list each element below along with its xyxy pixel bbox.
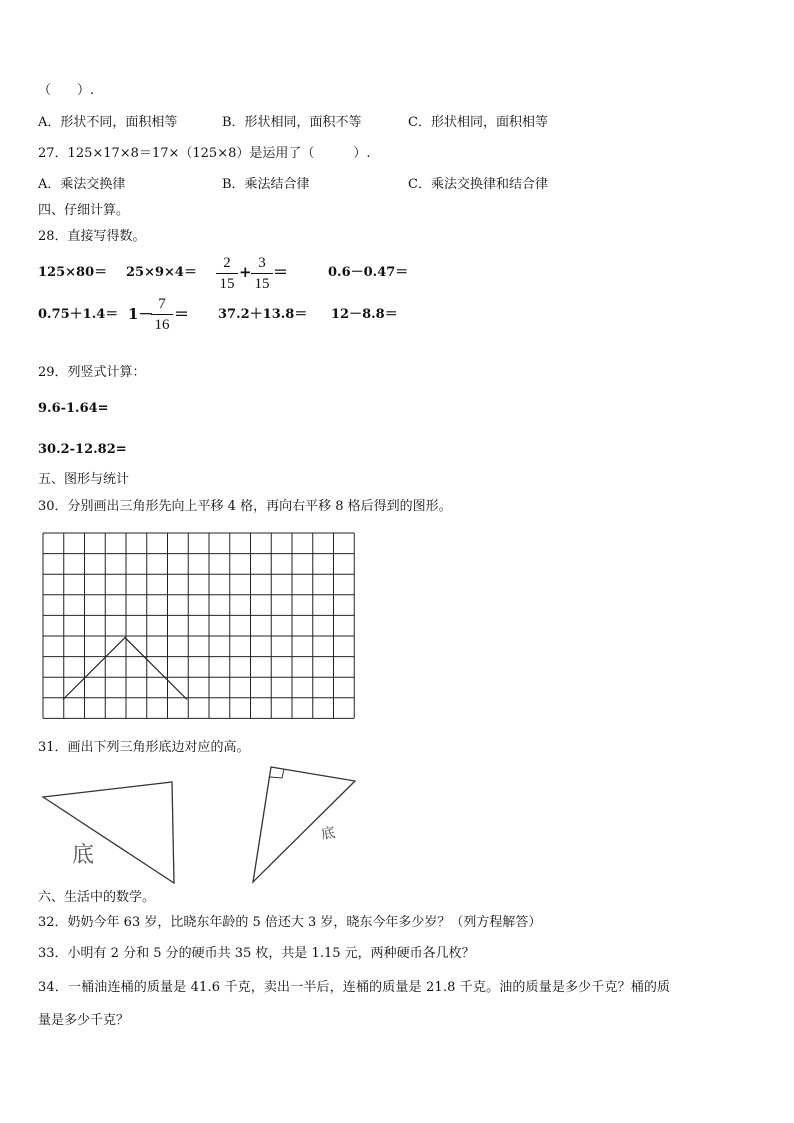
right-triangle-base-label: 底 <box>319 824 337 844</box>
fraction-3-15 <box>251 254 273 293</box>
calc-25x9x4: 25×9×4＝ <box>126 265 197 280</box>
fraction-denominator: 16 <box>154 317 170 333</box>
q26-option-b: B．形状相同，面积不等 <box>222 115 362 130</box>
calc-12-8.8: 12－8.8＝ <box>331 307 398 322</box>
q27-option-b: B．乘法结合律 <box>222 177 310 192</box>
left-triangle-figure <box>40 775 200 887</box>
section-5-heading: 五、图形与统计 <box>38 472 130 487</box>
right-triangle <box>253 767 355 882</box>
q27-option-c: C．乘法交换律和结合律 <box>408 177 548 192</box>
left-triangle <box>43 782 174 883</box>
fraction-numerator: 2 <box>223 255 231 271</box>
q30-text: 30．分别画出三角形先向上平移 4 格，再向右平移 8 格后得到的图形。 <box>38 499 452 514</box>
plus-sign: + <box>239 263 252 281</box>
calc-125x80: 125×80＝ <box>38 265 108 280</box>
q33-text: 33．小明有 2 分和 5 分的硬币共 35 枚，共是 1.15 元，两种硬币各几枚？ <box>38 946 475 961</box>
right-angle-mark <box>270 769 284 778</box>
q26-option-c: C．形状相同，面积相等 <box>408 115 548 130</box>
fraction-numerator: 7 <box>158 296 166 312</box>
left-triangle-base-label: 底 <box>72 843 95 868</box>
section-4-heading: 四、仔细计算。 <box>38 203 130 218</box>
q29-item-2: 30.2-12.82= <box>38 442 127 457</box>
q34-text-line1: 34．一桶油连桶的质量是 41.6 千克，卖出一半后，连桶的质量是 21.8 千克。油的质量是多少千克？桶的质 <box>38 980 671 995</box>
triangle-shape <box>63 638 187 700</box>
q27-option-a: A．乘法交换律 <box>38 177 126 192</box>
equals-sign: ＝ <box>174 305 190 323</box>
right-triangle-figure <box>245 760 365 888</box>
q32-text: 32．奶奶今年 63 岁，比晓东年龄的 5 倍还大 3 岁，晓东今年多少岁？（列方程解答） <box>38 915 542 930</box>
fraction-denominator: 15 <box>219 276 235 292</box>
fraction-numerator: 3 <box>258 255 266 271</box>
calc-0.75+1.4: 0.75＋1.4＝ <box>38 307 119 322</box>
calc-37.2+13.8: 37.2＋13.8＝ <box>218 307 308 322</box>
q29-text: 29．列竖式计算： <box>38 365 146 380</box>
equals-sign: ＝ <box>273 263 289 281</box>
fraction-2-15 <box>216 254 238 293</box>
q28-text: 28．直接写得数。 <box>38 229 146 244</box>
q34-text-line2: 量是多少千克？ <box>38 1013 130 1028</box>
section-6-heading: 六、生活中的数学。 <box>38 890 156 905</box>
q26-option-a: A．形状不同，面积相等 <box>38 115 178 130</box>
calc-0.6-0.47: 0.6－0.47＝ <box>328 265 409 280</box>
translation-grid <box>42 532 358 722</box>
q26-tail: （ ）. <box>38 83 95 98</box>
fraction-denominator: 15 <box>254 276 270 292</box>
q29-item-1: 9.6-1.64= <box>38 401 109 416</box>
one-minus: 1－ <box>128 305 154 323</box>
q27-text: 27．125×17×8＝17×（125×8）是运用了（ ）. <box>38 146 371 161</box>
fraction-7-16 <box>151 295 173 334</box>
q31-text: 31．画出下列三角形底边对应的高。 <box>38 740 250 755</box>
